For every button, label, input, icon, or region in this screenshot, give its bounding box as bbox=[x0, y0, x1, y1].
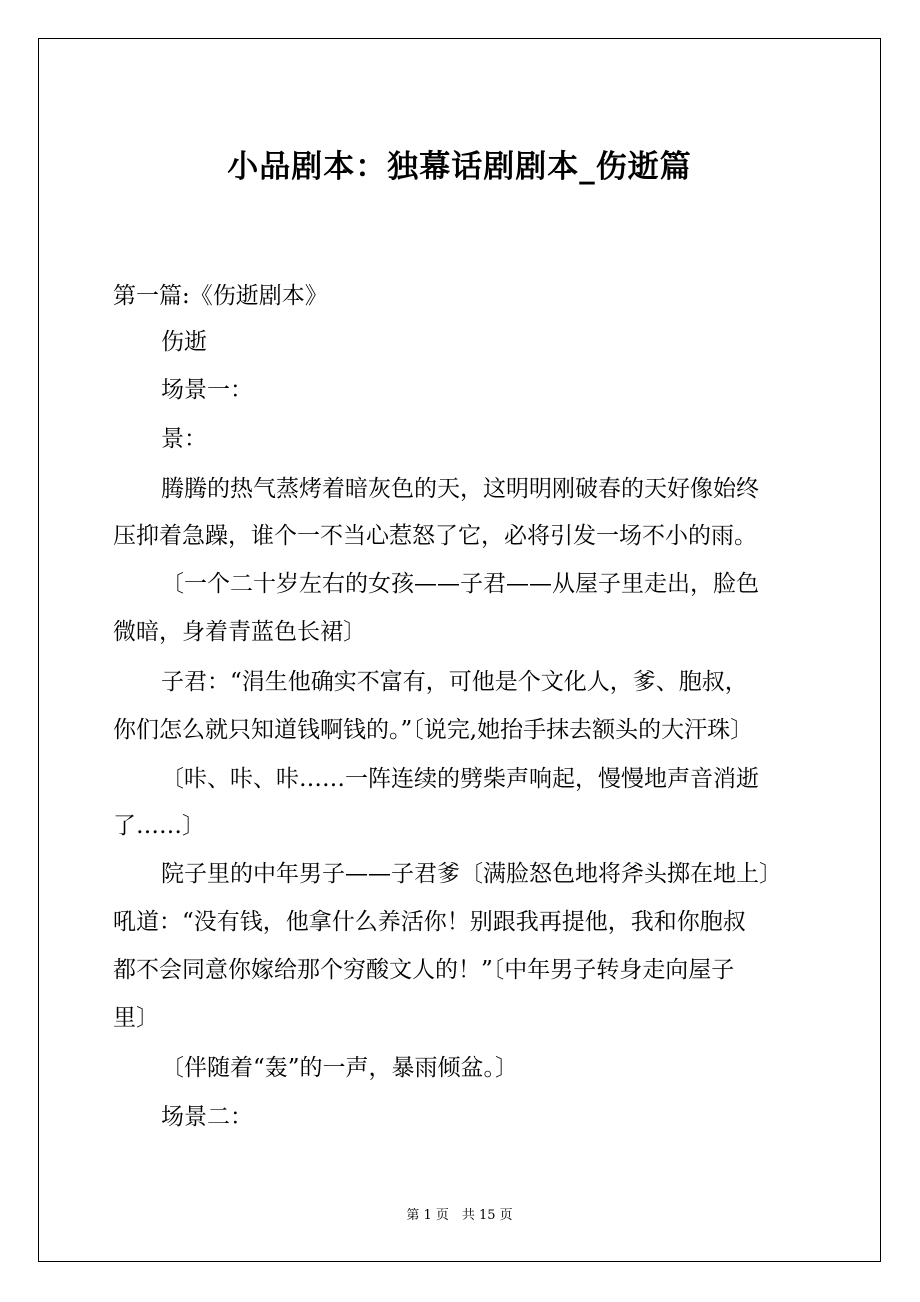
dialogue-line: 吼道：“没有钱，他拿什么养活你！别跟我再提他，我和你胞叔 bbox=[113, 909, 746, 935]
stage-direction-line: 了……〕 bbox=[113, 813, 205, 839]
dialogue-line: 都不会同意你嫁给那个穷酸文人的！”〔中年男子转身走向屋子 bbox=[113, 957, 735, 983]
dialogue-line: 里〕 bbox=[113, 1005, 159, 1031]
stage-direction-line: 〔伴随着“轰”的一声，暴雨倾盆。〕 bbox=[161, 1055, 519, 1081]
scene-one-heading: 场景一： bbox=[161, 377, 253, 403]
play-title: 伤逝 bbox=[161, 329, 207, 355]
page-number: 第 1 页 共 15 页 bbox=[406, 1208, 513, 1223]
stage-direction-line: 〔咔、咔、咔……一阵连续的劈柴声响起，慢慢地声音消逝 bbox=[161, 766, 759, 792]
stage-direction-line: 微暗，身着青蓝色长裙〕 bbox=[113, 619, 366, 645]
paragraph-line: 腾腾的热气蒸烤着暗灰色的天，这明明刚破春的天好像始终 bbox=[161, 476, 759, 502]
dialogue-line: 子君：“涓生他确实不富有，可他是个文化人，爹、胞叔， bbox=[161, 669, 748, 695]
chapter-heading: 第一篇:《伤逝剧本》 bbox=[113, 283, 328, 309]
scenery-label: 景： bbox=[161, 426, 207, 452]
paragraph-line: 院子里的中年男子——子君爹〔满脸怒色地将斧头掷在地上〕 bbox=[161, 861, 782, 887]
document-title: 小品剧本：独幕话剧剧本_伤逝篇 bbox=[227, 149, 692, 185]
paragraph-line: 压抑着急躁，谁个一不当心惹怒了它，必将引发一场不小的雨。 bbox=[113, 523, 757, 549]
stage-direction-line: 〔一个二十岁左右的女孩——子君——从屋子里走出，脸色 bbox=[161, 571, 759, 597]
dialogue-line: 你们怎么就只知道钱啊钱的。”〔说完,她抬手抹去额头的大汗珠〕 bbox=[113, 717, 754, 743]
scene-two-heading: 场景二： bbox=[161, 1104, 253, 1130]
